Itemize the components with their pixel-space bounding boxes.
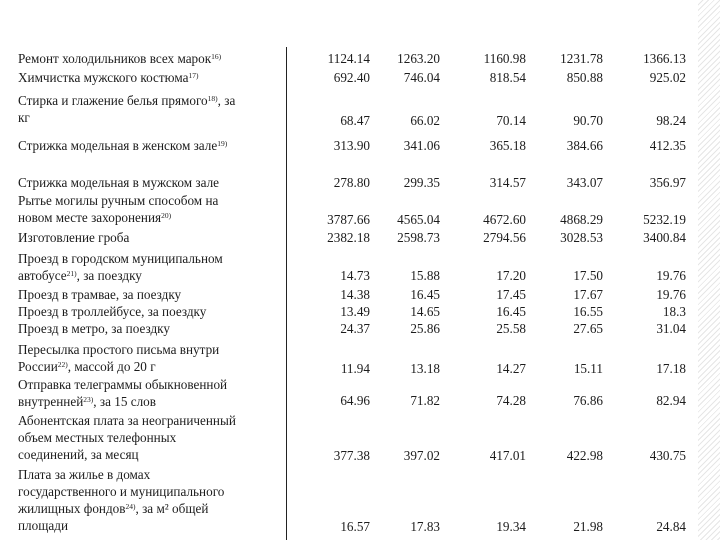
row-label [18,50,284,67]
footnote-marker: 23) [83,395,94,404]
row-label [18,466,284,534]
value-cell: 365.18 [489,138,526,153]
value-cell: 746.04 [403,70,440,85]
value-cell: 417.01 [489,448,526,463]
value-cell: 19.34 [496,519,526,534]
row-label-text: Стрижка модельная в мужском зале [18,175,220,190]
value-cell: 278.80 [333,175,370,190]
value-cell: 5232.19 [643,212,686,227]
value-cell: 1263.20 [397,51,440,66]
value-cell: 14.38 [340,287,370,302]
footnote-marker: 22) [57,360,68,369]
row-label [18,69,284,86]
value-cell: 17.45 [496,287,526,302]
value-cell: 11.94 [340,361,370,376]
value-cell: 15.88 [410,268,440,283]
value-cell: 14.27 [496,361,526,376]
value-cell: 68.47 [340,113,370,128]
row-label [18,137,284,154]
value-cell: 13.49 [340,304,370,319]
row-label-suffix: , за м² общей [135,501,209,516]
row-label [18,320,284,337]
row-label-suffix: , за 15 слов [93,394,156,409]
row-label-text: Рытье могилы ручным способом на [18,193,219,208]
row-label-text: Изготовление гроба [18,230,130,245]
footnote-marker: 20) [161,211,172,220]
row-label-text: жилищных фондов [18,501,126,516]
row-label-text: внутренней [18,394,84,409]
footnote-marker: 18) [207,94,218,103]
value-cell: 422.98 [566,448,603,463]
row-label-text: России [18,359,58,374]
row-label [18,303,284,320]
value-cell: 31.04 [656,321,686,336]
row-label-text: новом месте захоронения [18,210,162,225]
value-cell: 384.66 [566,138,603,153]
footnote-marker: 16) [211,52,222,61]
value-cell: 818.54 [489,70,526,85]
value-cell: 24.84 [656,519,686,534]
value-cell: 377.38 [333,448,370,463]
value-cell: 692.40 [333,70,370,85]
value-cell: 2794.56 [483,230,526,245]
row-label-text: кг [18,110,30,125]
value-cell: 314.57 [489,175,526,190]
row-label [18,341,284,375]
row-label-suffix: , за [217,93,236,108]
footnote-marker: 17) [188,71,199,80]
row-label [18,92,284,126]
value-cell: 313.90 [333,138,370,153]
value-cell: 17.83 [410,519,440,534]
value-cell: 3028.53 [560,230,603,245]
value-cell: 397.02 [403,448,440,463]
row-label-suffix: , массой до 20 г [67,359,156,374]
value-cell: 1366.13 [643,51,686,66]
value-cell: 850.88 [566,70,603,85]
value-cell: 19.76 [656,268,686,283]
row-label-text: Ремонт холодильников всех марок [18,51,212,66]
row-label-text: соединений, за месяц [18,447,139,462]
row-label-text: Абонентская плата за неограниченный [18,413,236,428]
value-cell: 17.18 [656,361,686,376]
row-label-text: Химчистка мужского костюма [18,70,189,85]
value-cell: 24.37 [340,321,370,336]
value-cell: 66.02 [410,113,440,128]
row-label [18,412,284,463]
row-label [18,250,284,284]
value-cell: 1160.98 [483,51,526,66]
row-label-text: государственного и муниципального [18,484,225,499]
row-label-suffix: , за поездку [76,268,142,283]
value-cell: 13.18 [410,361,440,376]
value-cell: 4565.04 [397,212,440,227]
decorative-stripe [698,0,720,540]
row-label-text: Отправка телеграммы обыкновенной [18,377,228,392]
value-cell: 19.76 [656,287,686,302]
row-label-text: Плата за жилье в домах [18,467,151,482]
value-cell: 76.86 [573,393,603,408]
footnote-marker: 19) [217,139,228,148]
value-cell: 17.20 [496,268,526,283]
footnote-marker: 21) [66,269,77,278]
value-cell: 1231.78 [560,51,603,66]
value-cell: 3787.66 [327,212,370,227]
value-cell: 299.35 [403,175,440,190]
value-cell: 14.73 [340,268,370,283]
row-label [18,376,284,410]
row-label [18,286,284,303]
footnote-marker: 24) [125,502,136,511]
value-cell: 25.58 [496,321,526,336]
row-label-text: Проезд в троллейбусе, за поездку [18,304,207,319]
value-cell: 17.50 [573,268,603,283]
row-label-text: Проезд в трамвае, за поездку [18,287,182,302]
value-cell: 15.11 [573,361,603,376]
value-cell: 16.45 [496,304,526,319]
value-cell: 2598.73 [397,230,440,245]
row-label-text: Стирка и глажение белья прямого [18,93,208,108]
value-cell: 356.97 [649,175,686,190]
row-label-text: Проезд в городском муниципальном [18,251,223,266]
value-cell: 70.14 [496,113,526,128]
value-cell: 3400.84 [643,230,686,245]
row-label-text: Стрижка модельная в женском зале [18,138,218,153]
row-label [18,174,284,191]
row-label-text: Проезд в метро, за поездку [18,321,170,336]
value-cell: 90.70 [573,113,603,128]
value-cell: 14.65 [410,304,440,319]
row-label-text: площади [18,518,69,533]
value-cell: 71.82 [410,393,440,408]
value-cell: 412.35 [649,138,686,153]
row-label-text: объем местных телефонных [18,430,177,445]
value-cell: 21.98 [573,519,603,534]
row-label [18,192,284,226]
value-cell: 430.75 [649,448,686,463]
value-cell: 343.07 [566,175,603,190]
row-label-text: Пересылка простого письма внутри [18,342,220,357]
value-cell: 64.96 [340,393,370,408]
value-cell: 16.55 [573,304,603,319]
value-cell: 2382.18 [327,230,370,245]
value-cell: 25.86 [410,321,440,336]
value-cell: 18.3 [662,304,686,319]
value-cell: 16.45 [410,287,440,302]
row-label [18,229,284,246]
value-cell: 16.57 [340,519,370,534]
value-cell: 17.67 [573,287,603,302]
value-cell: 74.28 [496,393,526,408]
value-cell: 4672.60 [483,212,526,227]
value-cell: 4868.29 [560,212,603,227]
value-cell: 27.65 [573,321,603,336]
value-cell: 341.06 [403,138,440,153]
row-label-text: автобусе [18,268,67,283]
value-cell: 82.94 [656,393,686,408]
value-cell: 98.24 [656,113,686,128]
value-cell: 1124.14 [327,51,370,66]
value-cell: 925.02 [649,70,686,85]
